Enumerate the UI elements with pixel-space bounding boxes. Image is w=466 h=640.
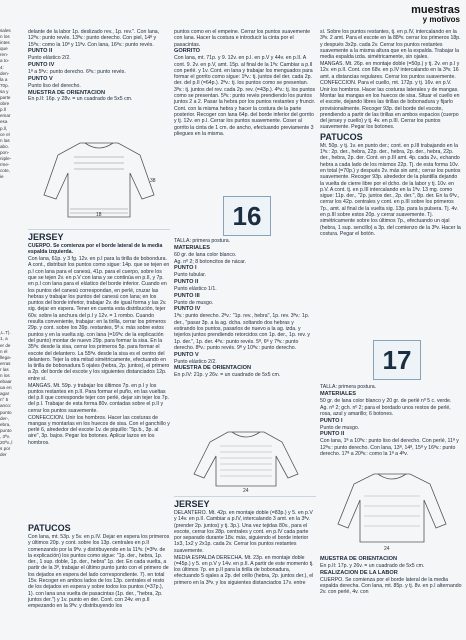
section-heading: MUESTRA DE ORIENTACION: [320, 556, 398, 562]
section-heading: PUNTO I: [320, 417, 343, 424]
text-paragraph: Ag. nº 2; gch. nº 2; para el bordado unos restos de perlé, rosa, azul y amarillo; 6 botones.: [320, 404, 451, 417]
pattern-number-16: 16: [223, 196, 271, 236]
edge-text-line: ebaar: [0, 379, 12, 385]
section-heading: MATERIALES: [174, 244, 210, 251]
section-heading: PUNTO IV: [28, 62, 55, 69]
edge-text-line: 1, a: [0, 336, 8, 342]
jersey-sketch-3: [330, 466, 454, 548]
section-heading: MUESTRA DE ORIENTACION: [28, 89, 106, 96]
text-paragraph: Con lana, mt. 71p. y 9. 12v. en p.I. en p.V y 44v. en p.II. A cont. 9. 2v. en p.V, amt. 15p. al final de la 1ªv. Cambiar a p.II con perlé. y 1v. Cont. en lana y trabajar los menguados para formar el gorrito como sigue: 1ªv.: tj. juntos del der. cada 2p. der. del p.II (=64p.). 2ªv.: tj. los puntos como se presentan. 3ªv.: tj. juntos del rev. cada 2p. rev. (=43p.). 4ªv.: tj. los puntos como se presentan. 5ªv.: punto revés prendiendo los puntos juntos 2 a 2. Pasar la hebra por los puntos restantes y fruncir. Cont. con la misma hebra y hacer la costura de la parte posterior. Recoger con lana 64p. del borde inferior del gorrito y tj. 12v. en p.I. Cerrar los puntos suavemente. Coser al gorrito la cinta de 1 cm. de ancho, efectuando previamente 3 pliegues en la misma.: [174, 55, 316, 137]
edge-text-line: 4:: [0, 64, 4, 70]
edge-text-line: 70p.: [0, 82, 9, 88]
section-heading: PUNTO III: [174, 292, 200, 299]
column-2-jersey: [174, 498, 316, 636]
edge-text-line: que: [0, 46, 8, 52]
text-paragraph: CONFECCION. Para el cuello, mt. 172p. y tj. 16v. en p.V. Unir los hombros. Hacer las costuras laterales y de mangas. Montar las mangas en los huecos de sisa. Situar el cuello en el escote, dejando libres las tirillas de bobonadura y fijarlo provisionalmente. Recoger 93p. del borde del escote, prendiendo a partir de las tirillas en ambos espacios (cuerpo del jersey y cuello) y tj. 4v. en p.III. Cerrar los puntos suavemente. Pegar los botones.: [320, 80, 460, 131]
edge-text-line: emar: [0, 113, 11, 119]
edge-text-line: parte: [0, 95, 11, 101]
edge-text-line: n las: [0, 137, 10, 143]
text-paragraph: TALLA: primera postura.: [174, 238, 231, 244]
sketch-label-38: 38: [150, 178, 156, 184]
edge-text-line: s por: [0, 446, 11, 452]
edge-text-line: r las: [0, 366, 9, 372]
text-paragraph: CUERPO. Se comienza por el borde lateral de la media espalda derecha. Con lana, mt. 85p. y tj. 8v. en p.I alternando 2v. con perlé, 4v. con: [320, 576, 462, 596]
edge-text-line: ua en: [0, 385, 12, 391]
jersey-title-1: JERSEY: [28, 232, 64, 242]
text-paragraph: En p.II: 16p. y 28v. = un cuadrado de 5x5 cm.: [28, 96, 133, 103]
edge-text-line: n el: [0, 348, 8, 354]
edge-text-line: rme-: [0, 162, 10, 168]
divider-1: [28, 229, 170, 230]
text-paragraph: DELANTERO. Mt. 42p. en montaje doble (=83p.) y 5. en p.V y 14v. en p.II. Cambiar a p.IV, intercalando 3 amt. en la 3ªv. (prender 2p. juntos) y tj. 3p.). Una vez tejidas 80v., para el escote, cerrar los 28p. centrales y cont. en p.IV cada parte por separado durante 18v. más, siguiendo el borde interior 1x3, 1x2 y 2x1p. cada 2v. Cerrar los puntos restantes suavemente.: [174, 510, 313, 554]
column-3-talla: [320, 384, 462, 464]
divider-2: [174, 496, 316, 497]
section-heading: MUESTRA DE ORIENTACION: [174, 365, 252, 372]
jersey-title-2: JERSEY: [174, 499, 210, 509]
edge-text-line: er de: [0, 342, 11, 348]
edge-text-line: a to-: [0, 58, 10, 64]
text-paragraph: Punto tubular.: [174, 272, 207, 279]
edge-text-line: ie: [0, 174, 4, 180]
edge-text-line: 20ªv.,l: [0, 440, 13, 446]
patucos-body-1: Con lana, mt. 53p. y 5v. en p.IV. Dejar en espera los primeros y últimos 20p. y cont. sobre los 13p. centrales en p.II comenzando por la 9ªv. y distribuyendo en la 11ªv. (=3ªv. de la explicación) los puntos como sigue: "1p. der., hebra, 1p. der., 1 sup. doble, 1p. der., hebra" 1p. der. En cada vuelta, a partir de la 3ª, trabajar el último punto junto con el primero de los dejados en espera del lado correspondiente. 7). en total 15v. Recoger en ambos lados de los 13p. centrales el resto de los dejados en espera y sobre todos los puntos (=37p.), 1). con lana una vuelta de pasacintas (1p. der., "hebra, 2p. juntos der.") y 1v. punto en der. Cont. con 24v. en p.II empezando en la 9ªv. y distribuyendo los: [28, 534, 170, 610]
edge-text-line: punto: [0, 427, 12, 433]
edge-text-line: pon-: [0, 149, 10, 155]
text-paragraph: Punto elástico 2/2.: [28, 55, 71, 62]
edge-text-line: n los: [0, 34, 10, 40]
edge-text-line: der-,: [0, 415, 10, 421]
text-paragraph: Punto elástico 1/1.: [174, 285, 217, 292]
text-paragraph: En p.II: 17p. y 26v. = un cuadrado de 5x5 cm.: [320, 562, 425, 569]
edge-text-line: ,L.T).: [0, 330, 11, 336]
section-heading: PUNTO IV: [174, 306, 201, 313]
edge-text-line: den-: [0, 70, 10, 76]
sketch-label-20: 24: [384, 546, 390, 552]
text-paragraph: MANGAS. Mt. 59p. y trabajar los últimos 7p. en p.I y los puntos restantes en p.II. Para formar el puño, en las vueltas del p.II que corresponde tejer con perlé, dejar sin tejer los 7p. del p.I. Trabajar de esta forma 80v. contadas sobre el p.II y cerrar los puntos suavemente.: [28, 382, 170, 414]
text-paragraph: puntos como en el empeine. Cerrar los puntos suavemente con lana. Hacer la costura e introducir la cinta por el pasacintas.: [174, 29, 311, 48]
edge-text-line: ce el: [0, 131, 10, 137]
edge-text-line: llega-: [0, 354, 12, 360]
patucos-title-1: PATUCOS: [28, 523, 71, 533]
column-1-patucos: [28, 522, 170, 634]
column-1-jersey: [28, 231, 170, 521]
patucos-body-3: Mt. 50p. y tj. 1v. en punto der.; cont. en p.III trabajando en la 1ªv.: 2p. der., hebra, 22p. der., hebra, 2p. der., hebra, 22p. der., hebra, 2p. der. Cont. en p.III amt. 4p. cada 2v., echando hebra a cada lado de los mismos 22p. Tj. de esta forma 10v. en total (=70p.) y después 2v. más sin amt.; cerrar los puntos suavemente. Recoger 93p. alrededor de la plantilla dejando la vuelta de cierre libre por el dcho. de la labor y tj. 10v. en p.V. A cont. tj. en p.III intercalando en la 1ªv. 13 mg. como sigue: 11p. der., "2p. juntos der., 2p. der.", 8p. der. En la 6ªv., cerrar los 42p. centrales y cont. en p.III sobre los primeros 7p., amt. al final de la vuelta sig. 13p. para la pulsera. Tj. 4v. en p.III sobre estos 20p. y cerrar suavemente. Tj. simétricamente sobre los últimos 7p., efectuando un ojal (hebra, 1 sup. sencillo) a 3p. del comienzo de la 3ªv. Hacer la costura. Pegar el botón.: [320, 142, 461, 237]
jersey-lead-1: CUERPO. Se comienza por el borde lateral de la media espalda izquierda.: [28, 243, 163, 256]
edge-text-line: cote,: [0, 168, 10, 174]
edge-text-line: niple-: [0, 155, 12, 161]
edge-text-line: n los: [0, 373, 10, 378]
sketch-label-18: 18: [96, 212, 102, 218]
edge-text-line: la a: [0, 76, 8, 82]
column-2-top: [174, 29, 316, 179]
column-2-talla: [174, 238, 316, 418]
edge-text-line: , 3ªv.: [0, 433, 11, 439]
text-paragraph: delante de la labor 1p. deslizado rev., 1p. rev.". Con lana, 12ªv.: punto revés. 13ªv.: punto derecho. Con piel, 14ª y 15ªv.: como la 10ª y 11ªv. Con lana, 16ªv.: punto revés.: [28, 29, 160, 48]
edge-text-line: sa y: [0, 88, 9, 94]
jersey-sketch-2: [184, 426, 308, 492]
edge-text-line: erras: [0, 360, 11, 366]
text-paragraph: Punto elástico 2/2.: [174, 358, 217, 365]
sketch-label-24: 24: [243, 488, 249, 494]
edge-text-line: n° 5: [0, 397, 9, 403]
section-heading: PUNTO II: [174, 279, 199, 285]
section-heading: PUNTO II: [320, 431, 345, 438]
text-paragraph: 50 gr. de lana color blanco y 20 gr. de perlé nº 5 c. verde.: [320, 397, 452, 404]
edge-text-line: punto: [0, 409, 12, 415]
edge-text-line: ebra,: [0, 421, 11, 427]
section-heading: PUNTO V: [174, 351, 199, 358]
section-heading: PUNTO II: [28, 48, 53, 55]
text-paragraph: Con lana, 61p. y 3 fg. 12v. en p.I para la tirilla de bobondura. A cont., distribuir los puntos como sigue: 14p. que se tejen en p.I con lana para el canesú, 41p. para el cuerpo, sobre los que se tejen 2v. en p.V con lana y se continúa en p.II, y 7p. en p.I con lana para el elástico del borde inferior. Cuando en los puntos del canesú correspondan, en perlé, cruzar las hebras y trabajar los puntos del canesú con lana; en los puntos del borde inferior, trabajar 2v. de igual forma y las 2v. sig. dejar en espera. Tener en cuenta esta distribución, tejer 60v. sobre la anchura del p.I y 12v. = 1 rombo. Cuando resulta conveniente, trabajar: en la tirilla, cerrar los primeros 29p. y cont. sobre los 39p. restantes, 5ª.v. más sobre estos puntos y en la vuelta sig. con lana (=16ªv. de la explicación del punto) montar de nuevo 29p. para formar la sisa. En la 35ªv. desde la sisa, cerrar los primeros 5p. para formar el escote del delantero. La 55ªv. desde la sisa es el centro del delantero. Tejer la otra mitad simétricamente, efectuando en la tirilla de bobonadura 5 ojales (hebra, 2p. juntos), el primero a 2p. del borde del escote y los siguientes distanciados 12p. entre sí.: [28, 256, 170, 382]
column-1-top: [28, 29, 170, 133]
edge-text-line: p.ll,: [0, 125, 8, 131]
column-3-bottom: [320, 556, 462, 636]
text-paragraph: MANGAS. Mt. 26p. en montaje doble (=50p.) y tj. 2v. en p.I y 12v. en p.II. Cont. con 68v. en p.IV intercalando en la 3ªv. 16 amt. a distancias regulares. Cerrar los puntos suavemente.: [320, 60, 460, 80]
section-heading: MATERIALES: [320, 390, 356, 397]
edge-text-line: anco:: [0, 403, 12, 409]
text-paragraph: Punto de musgo.: [320, 424, 360, 431]
text-paragraph: CONFECCION. Unir los hombros. Hacer las costuras de mangas y montarlas en los huecos de sisa. Con el ganchillo y perlé 6, alrededor del escote 1v. de piquillo: "5p.b., 3p. al aire", 3p. bajos. Pegar los botones. Aplicar lazos en los hombros.: [28, 414, 170, 446]
brand-logo: muestras y motivos: [411, 4, 460, 24]
edge-text-line: der: [0, 452, 7, 458]
edge-text-line: agar: [0, 391, 10, 397]
text-paragraph: Con lana, 1ª a 10ªv.: punto liso del derecho. Con perlé, 11ª y 12ªv.: punto derecho. Con lana, 13ª, 14ª, 15ª y 16ªv.: punto derecho. 17ª a 20ªv.: como la 1ª a 4ªv.: [320, 438, 459, 457]
text-paragraph: En p.IV: 21p. y 26v. = un cuadrado de 5x5 cm.: [174, 372, 281, 379]
text-paragraph: 1ª a 5ªv.: punto derecho. 6ªv.: punto revés.: [28, 69, 126, 75]
edge-text-line: esa: [0, 119, 8, 125]
edge-text-line: ren-: [0, 52, 9, 58]
patucos-title-3: PATUCOS: [320, 131, 363, 142]
text-paragraph: Punto de musgo.: [174, 299, 214, 306]
text-paragraph: 60 gr. de lana color blanco.: [174, 251, 237, 258]
section-heading: PUNTO I: [174, 265, 197, 272]
text-paragraph: MEDIA ESPALDA DERECHA. Mt. 23p. en montaje doble (=45p.) y 5. en p.V y 14v. en p.II. A partir de este momento tj. los últimos 7p. en p.II para la tirilla de bobonadura, efectuando 5 ojales a 2p. del orillo (hebra, 2p. juntos der.), el primero en la 3ªv. y los siguientes distanciados 17v. entre: [174, 554, 314, 586]
text-paragraph: Punto liso del derecho.: [28, 82, 81, 89]
edge-text-line: intes: [0, 40, 10, 46]
edge-text-line: abo.: [0, 143, 9, 149]
section-heading: PUNTO V: [28, 75, 53, 82]
text-paragraph: Ag. nº 2; 8 botoncitos de nácar.: [174, 258, 246, 265]
edge-text-line: p.ll: [0, 107, 6, 113]
edge-text-line: sales: [0, 28, 11, 33]
text-paragraph: 1ªv.: punto derecho. 2ªv.: "1p. rev., hebra", 1p. rev. 3ªv.: 1p. der., "pasar 3p. a la ag. dcha. soltando dos hebras y estirando los puntos, pasarlos de nuevo a la ag. izda. y tejerlos juntos prendiendo retorcidos con 1p. der., 1p. rev. y 1p. der.", 1p. der. 4ªv.: punto revés. 5ª, 6ª y 7ªv.: punto derecho. 8ªv.: punto revés. 9ª y 10ªv.: punto derecho.: [174, 313, 311, 351]
pattern-number-17: 17: [373, 340, 421, 380]
text-paragraph: TALLA: primera postura.: [320, 384, 377, 390]
column-3-top: [320, 29, 462, 237]
text-paragraph: sí. Sobre los puntos restantes, tj. en p.IV, intercalando en la 3ªv. 2 amt. Para el escote en la 88ªv. cerrar los primeros 18p. y después 3x2p. cada 2v. Cerrar los puntos restantes suavemente a la misma altura que en la espalda. Trabajar la media espalda izda. simétricamente, sin ojales.: [320, 29, 461, 61]
edge-text-line: obre: [0, 101, 10, 107]
left-edge-text: [0, 28, 14, 628]
section-heading: GORRITO: [174, 48, 201, 55]
section-heading: REALIZACION DE LA LABOR: [320, 569, 398, 576]
